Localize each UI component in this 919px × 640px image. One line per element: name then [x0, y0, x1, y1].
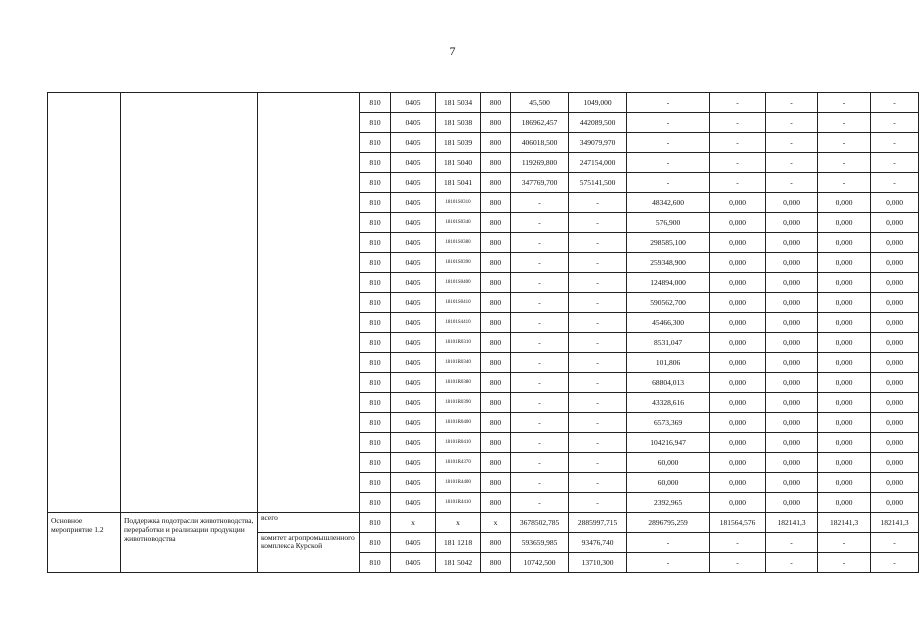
table-cell: 0,000: [818, 253, 871, 273]
table-cell: 810: [360, 133, 391, 153]
budget-table: [47, 92, 919, 573]
table-cell: 575141,500: [569, 173, 627, 193]
table-cell: 800: [481, 133, 511, 153]
table-cell: -: [569, 333, 627, 353]
table-cell: -: [627, 173, 710, 193]
page-number: 7: [449, 44, 456, 58]
table-cell: 0,000: [710, 273, 766, 293]
table-cell: -: [511, 473, 569, 493]
table-cell: 800: [481, 153, 511, 173]
executor-total-cell: всего: [258, 513, 360, 533]
table-cell: 0,000: [766, 333, 818, 353]
table-cell: 0,000: [818, 193, 871, 213]
table-cell: -: [871, 173, 919, 193]
table-cell: 810: [360, 513, 391, 533]
table-cell: -: [871, 553, 919, 573]
table-cell: 0,000: [766, 273, 818, 293]
table-cell: -: [511, 273, 569, 293]
table-cell: 119269,800: [511, 153, 569, 173]
table-cell: 181 5040: [436, 153, 481, 173]
table-cell: 0,000: [710, 213, 766, 233]
table-cell: 0,000: [766, 493, 818, 513]
table-cell: 810: [360, 233, 391, 253]
table-cell: -: [569, 293, 627, 313]
table-cell: -: [818, 153, 871, 173]
table-cell: -: [569, 233, 627, 253]
table-cell: -: [766, 173, 818, 193]
table-cell: 0,000: [871, 293, 919, 313]
table-cell: 0,000: [818, 233, 871, 253]
table-cell: -: [871, 533, 919, 553]
table-cell: 0,000: [766, 353, 818, 373]
table-cell: 0405: [391, 113, 436, 133]
table-cell: -: [871, 113, 919, 133]
table-cell: 181 5034: [436, 93, 481, 113]
table-cell: -: [511, 393, 569, 413]
table-cell: 0,000: [766, 213, 818, 233]
table-cell: 18101S0390: [436, 253, 481, 273]
table-cell: 0,000: [766, 413, 818, 433]
executor-committee-cell: комитет агропромышленного комплекса Курской: [258, 533, 360, 573]
table-cell: 18101R0340: [436, 353, 481, 373]
table-cell: 593659,985: [511, 533, 569, 553]
table-cell: 0,000: [818, 373, 871, 393]
table-cell: 810: [360, 93, 391, 113]
table-cell: 0405: [391, 473, 436, 493]
table-cell: 0,000: [710, 393, 766, 413]
table-cell: 43328,616: [627, 393, 710, 413]
table-cell: 800: [481, 113, 511, 133]
table-cell: -: [569, 353, 627, 373]
table-cell: 0,000: [710, 453, 766, 473]
table-cell: 800: [481, 353, 511, 373]
table-cell: 48342,600: [627, 193, 710, 213]
table-cell: 6573,369: [627, 413, 710, 433]
table-cell: 0,000: [818, 433, 871, 453]
table-cell: 810: [360, 433, 391, 453]
table-cell: 0,000: [871, 273, 919, 293]
table-cell: -: [818, 553, 871, 573]
table-cell: 93476,740: [569, 533, 627, 553]
table-cell: -: [710, 153, 766, 173]
table-cell: 0,000: [710, 193, 766, 213]
table-cell: 0405: [391, 493, 436, 513]
table-cell: -: [766, 553, 818, 573]
table-cell: 18101R0410: [436, 433, 481, 453]
table-cell: 0,000: [871, 373, 919, 393]
table-cell: 810: [360, 293, 391, 313]
table-cell: 810: [360, 553, 391, 573]
table-cell: 0405: [391, 193, 436, 213]
table-cell: 247154,000: [569, 153, 627, 173]
table-cell: 800: [481, 293, 511, 313]
table-cell: 800: [481, 393, 511, 413]
table-cell: 810: [360, 413, 391, 433]
table-cell: -: [511, 213, 569, 233]
table-cell: 2896795,259: [627, 513, 710, 533]
table-cell: -: [871, 93, 919, 113]
table-cell: 0,000: [871, 393, 919, 413]
table-cell: 0,000: [871, 453, 919, 473]
table-cell: 18101S0380: [436, 233, 481, 253]
table-cell: x: [436, 513, 481, 533]
table-cell: -: [818, 133, 871, 153]
table-cell: -: [766, 133, 818, 153]
table-cell: -: [569, 373, 627, 393]
table-cell: -: [511, 233, 569, 253]
table-cell: -: [627, 533, 710, 553]
table-cell: 2885997,715: [569, 513, 627, 533]
table-cell: 18101R0380: [436, 373, 481, 393]
table-cell: 800: [481, 413, 511, 433]
table-cell: 0,000: [710, 493, 766, 513]
table-cell: -: [569, 433, 627, 453]
table-cell: -: [569, 193, 627, 213]
table-cell: 0405: [391, 353, 436, 373]
table-cell: 800: [481, 493, 511, 513]
table-cell: -: [766, 113, 818, 133]
table-cell: 0,000: [871, 493, 919, 513]
table-cell: 0,000: [710, 233, 766, 253]
table-cell: 800: [481, 173, 511, 193]
table-cell: -: [818, 93, 871, 113]
table-cell: 0405: [391, 153, 436, 173]
table-cell: 810: [360, 493, 391, 513]
table-cell: 10742,500: [511, 553, 569, 573]
table-cell: 800: [481, 333, 511, 353]
table-cell: 800: [481, 233, 511, 253]
table-cell: 0,000: [710, 433, 766, 453]
table-cell: 181 5042: [436, 553, 481, 573]
table-cell: -: [818, 113, 871, 133]
table-cell: -: [627, 553, 710, 573]
table-cell: 810: [360, 273, 391, 293]
table-cell: 0405: [391, 433, 436, 453]
table-cell: 68804,013: [627, 373, 710, 393]
table-cell: 347769,700: [511, 173, 569, 193]
table-cell: 0405: [391, 173, 436, 193]
table-cell: 0405: [391, 273, 436, 293]
table-cell: 18101R4370: [436, 453, 481, 473]
table-cell: -: [569, 313, 627, 333]
table-cell: -: [569, 473, 627, 493]
table-cell: 0,000: [710, 293, 766, 313]
table-cell: 800: [481, 533, 511, 553]
table-cell: 18101R0400: [436, 413, 481, 433]
table-cell: x: [481, 513, 511, 533]
table-cell: 810: [360, 113, 391, 133]
table-cell: 810: [360, 253, 391, 273]
table-cell: 800: [481, 93, 511, 113]
table-cell: -: [569, 493, 627, 513]
table-cell: -: [511, 313, 569, 333]
table-cell: -: [710, 533, 766, 553]
table-cell: -: [710, 553, 766, 573]
table-cell: 0,000: [766, 253, 818, 273]
table-cell: -: [569, 453, 627, 473]
table-cell: 810: [360, 373, 391, 393]
table-cell: 45466,300: [627, 313, 710, 333]
table-cell: 0,000: [766, 193, 818, 213]
table-cell: 442089,500: [569, 113, 627, 133]
table-cell: 0,000: [710, 253, 766, 273]
table-cell: -: [627, 133, 710, 153]
table-cell: 3678502,785: [511, 513, 569, 533]
table-cell: 0,000: [871, 253, 919, 273]
table-cell: 259348,900: [627, 253, 710, 273]
table-cell: 18101S0410: [436, 293, 481, 313]
table-cell: 0,000: [818, 453, 871, 473]
table-cell: 810: [360, 173, 391, 193]
table-cell: 0,000: [710, 473, 766, 493]
table-cell: -: [871, 133, 919, 153]
table-cell: 1049,000: [569, 93, 627, 113]
table-cell: -: [511, 353, 569, 373]
table-row: [48, 513, 919, 533]
table-cell: 182141,3: [818, 513, 871, 533]
table-cell: 590562,700: [627, 293, 710, 313]
table-cell: 800: [481, 553, 511, 573]
table-cell: 0,000: [818, 393, 871, 413]
table-cell: 60,000: [627, 453, 710, 473]
table-cell: 181 1218: [436, 533, 481, 553]
table-cell: 0,000: [766, 293, 818, 313]
table-cell: 0405: [391, 233, 436, 253]
table-cell: 349079,970: [569, 133, 627, 153]
table-cell: 810: [360, 353, 391, 373]
table-cell: 2392,965: [627, 493, 710, 513]
table-cell: -: [569, 253, 627, 273]
table-cell: 0,000: [710, 373, 766, 393]
table-cell: -: [511, 293, 569, 313]
table-cell: 0,000: [818, 293, 871, 313]
table-cell: 800: [481, 453, 511, 473]
table-cell: 0,000: [766, 453, 818, 473]
table-cell: -: [710, 133, 766, 153]
table-cell: -: [818, 533, 871, 553]
table-cell: -: [627, 153, 710, 173]
activity-name-cell: Поддержка подотрасли животноводства, переработки и реализации продукции животноводства: [121, 513, 258, 573]
table-cell: -: [511, 433, 569, 453]
empty-merged-cell: [258, 93, 360, 513]
table-cell: 0,000: [818, 413, 871, 433]
table-cell: 800: [481, 193, 511, 213]
table-cell: 0,000: [710, 333, 766, 353]
table-cell: 0405: [391, 93, 436, 113]
table-cell: 0,000: [766, 433, 818, 453]
table-cell: 0,000: [710, 313, 766, 333]
table-cell: 0,000: [871, 193, 919, 213]
table-cell: 810: [360, 473, 391, 493]
table-cell: -: [710, 173, 766, 193]
table-cell: 800: [481, 373, 511, 393]
activity-number-cell: Основное мероприятие 1.2: [48, 513, 121, 573]
table-cell: 0405: [391, 333, 436, 353]
table-cell: 800: [481, 213, 511, 233]
table-cell: -: [511, 193, 569, 213]
table-cell: 104216,947: [627, 433, 710, 453]
table-cell: 0405: [391, 213, 436, 233]
table-cell: -: [569, 393, 627, 413]
table-cell: 0,000: [871, 333, 919, 353]
table-cell: -: [627, 113, 710, 133]
table-cell: 0405: [391, 553, 436, 573]
table-cell: -: [511, 453, 569, 473]
table-cell: 810: [360, 393, 391, 413]
table-cell: -: [511, 413, 569, 433]
table-cell: 18101S4410: [436, 313, 481, 333]
table-cell: 810: [360, 193, 391, 213]
table-cell: 0,000: [710, 413, 766, 433]
table-cell: 0,000: [766, 233, 818, 253]
table-cell: 0405: [391, 413, 436, 433]
table-cell: 406018,500: [511, 133, 569, 153]
table-cell: 0,000: [766, 393, 818, 413]
table-cell: 810: [360, 333, 391, 353]
table-cell: 0,000: [818, 493, 871, 513]
table-cell: -: [511, 493, 569, 513]
table-body: [48, 93, 919, 573]
table-cell: 60,000: [627, 473, 710, 493]
table-cell: -: [766, 93, 818, 113]
table-cell: 45,500: [511, 93, 569, 113]
table-cell: 0,000: [710, 353, 766, 373]
table-cell: -: [511, 253, 569, 273]
table-cell: 0,000: [818, 333, 871, 353]
table-cell: 181 5041: [436, 173, 481, 193]
table-cell: 18101R4400: [436, 473, 481, 493]
table-cell: 0,000: [818, 313, 871, 333]
table-cell: 298585,100: [627, 233, 710, 253]
table-cell: 0405: [391, 393, 436, 413]
table-cell: 0405: [391, 253, 436, 273]
table-cell: 810: [360, 213, 391, 233]
empty-merged-cell: [48, 93, 121, 513]
table-cell: 101,806: [627, 353, 710, 373]
table-cell: 18101R0390: [436, 393, 481, 413]
table-row: [48, 93, 919, 113]
table-cell: 0405: [391, 313, 436, 333]
table-cell: -: [569, 213, 627, 233]
table-cell: 810: [360, 453, 391, 473]
table-cell: 0405: [391, 133, 436, 153]
table-cell: 576,900: [627, 213, 710, 233]
table-cell: 0,000: [871, 313, 919, 333]
table-cell: -: [569, 413, 627, 433]
table-cell: 18101R0310: [436, 333, 481, 353]
table-cell: 13710,300: [569, 553, 627, 573]
table-cell: 800: [481, 473, 511, 493]
table-cell: 0,000: [766, 473, 818, 493]
table-cell: 8531,047: [627, 333, 710, 353]
table-cell: 810: [360, 533, 391, 553]
table-cell: 0405: [391, 453, 436, 473]
table-cell: -: [511, 373, 569, 393]
table-cell: 0,000: [766, 373, 818, 393]
table-cell: 800: [481, 253, 511, 273]
table-cell: 0,000: [818, 213, 871, 233]
table-cell: 0,000: [818, 353, 871, 373]
table-cell: 0,000: [818, 273, 871, 293]
table-cell: 186962,457: [511, 113, 569, 133]
table-cell: -: [766, 533, 818, 553]
empty-merged-cell: [121, 93, 258, 513]
table-cell: 800: [481, 313, 511, 333]
table-cell: 181 5038: [436, 113, 481, 133]
table-cell: -: [818, 173, 871, 193]
table-cell: -: [710, 93, 766, 113]
table-cell: 810: [360, 313, 391, 333]
table-cell: 800: [481, 433, 511, 453]
table-cell: -: [710, 113, 766, 133]
table-cell: 181 5039: [436, 133, 481, 153]
table-cell: 18101R4410: [436, 493, 481, 513]
table-cell: 0,000: [818, 473, 871, 493]
table-cell: 0,000: [766, 313, 818, 333]
table-cell: 0,000: [871, 413, 919, 433]
table-cell: 18101S0400: [436, 273, 481, 293]
table-cell: 0,000: [871, 213, 919, 233]
table-cell: 800: [481, 273, 511, 293]
table-cell: 0405: [391, 373, 436, 393]
table-cell: 182141,3: [871, 513, 919, 533]
table-cell: 0,000: [871, 473, 919, 493]
table-cell: -: [766, 153, 818, 173]
table-cell: 18101S0340: [436, 213, 481, 233]
table-cell: 181564,576: [710, 513, 766, 533]
table-cell: 810: [360, 153, 391, 173]
table-cell: -: [871, 153, 919, 173]
table-cell: 124894,000: [627, 273, 710, 293]
table-cell: 0,000: [871, 353, 919, 373]
table-cell: 182141,3: [766, 513, 818, 533]
table-cell: 0,000: [871, 433, 919, 453]
table-cell: 0,000: [871, 233, 919, 253]
table-cell: 18101S0310: [436, 193, 481, 213]
table-cell: 0405: [391, 293, 436, 313]
table-cell: x: [391, 513, 436, 533]
table-cell: -: [569, 273, 627, 293]
table-cell: 0405: [391, 533, 436, 553]
table-cell: -: [627, 93, 710, 113]
table-cell: -: [511, 333, 569, 353]
